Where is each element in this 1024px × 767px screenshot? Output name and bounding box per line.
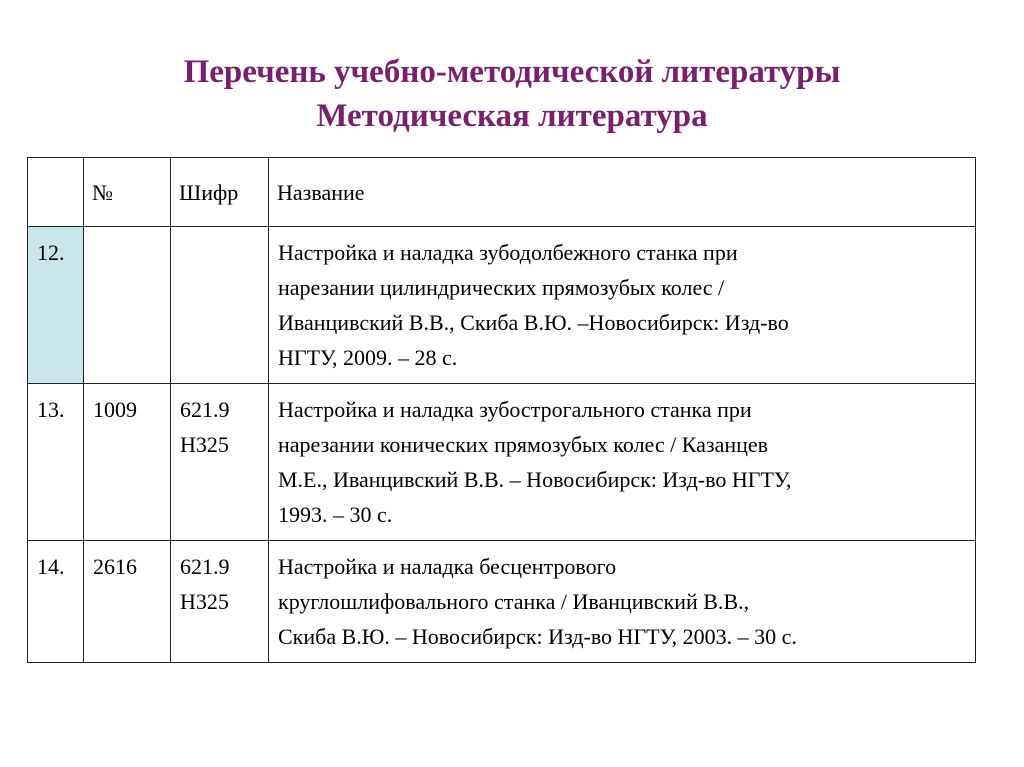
- row-number-cell: 2616: [84, 541, 171, 663]
- row-code-cell: [171, 384, 269, 541]
- literature-table: [27, 157, 976, 663]
- name-line: М.Е., Иванцивский В.В. – Новосибирск: Изд-во НГТУ,: [278, 467, 792, 492]
- code-line-1: 621.9: [180, 554, 230, 579]
- name-line: нарезании цилиндрических прямозубых колес /: [278, 275, 725, 300]
- row-index-cell: 14.: [28, 541, 84, 663]
- row-number-cell: 1009: [84, 384, 171, 541]
- name-line: Иванцивский В.В., Скиба В.Ю. –Новосибирск: Изд-во: [278, 310, 789, 335]
- name-line: Настройка и наладка бесцентрового: [278, 554, 617, 579]
- table-row: [28, 384, 976, 541]
- name-line: Скиба В.Ю. – Новосибирск: Изд-во НГТУ, 2003. – 30 с.: [278, 624, 797, 649]
- header-name: Название: [269, 158, 976, 227]
- row-code-cell: [171, 227, 269, 384]
- table-row: [28, 227, 976, 384]
- name-line: круглошлифовального станка / Иванцивский В.В.,: [278, 589, 750, 614]
- row-number-cell: [84, 227, 171, 384]
- title-line-2: Методическая литература: [316, 98, 708, 134]
- row-index-cell: 13.: [28, 384, 84, 541]
- row-name-cell: [269, 384, 976, 541]
- name-line: нарезании конических прямозубых колес / Казанцев: [278, 432, 769, 457]
- row-code-cell: [171, 541, 269, 663]
- code-line-2: Н325: [180, 432, 229, 457]
- name-line: 1993. – 30 с.: [278, 502, 393, 527]
- name-line: НГТУ, 2009. – 28 с.: [278, 345, 458, 370]
- row-name-cell: [269, 541, 976, 663]
- header-code: Шифр: [171, 158, 269, 227]
- row-index-cell: 12.: [28, 227, 84, 384]
- title-line-1: Перечень учебно-методической литературы: [183, 54, 841, 90]
- table-header-row: [28, 158, 976, 227]
- row-name-cell: [269, 227, 976, 384]
- name-line: Настройка и наладка зубострогального станка при: [278, 397, 752, 422]
- page-title: [0, 50, 1024, 138]
- code-line-2: Н325: [180, 589, 229, 614]
- name-line: Настройка и наладка зубодолбежного станка при: [278, 240, 738, 265]
- code-line-1: 621.9: [180, 397, 230, 422]
- header-number: №: [84, 158, 171, 227]
- table-row: [28, 541, 976, 663]
- header-index: [28, 158, 84, 227]
